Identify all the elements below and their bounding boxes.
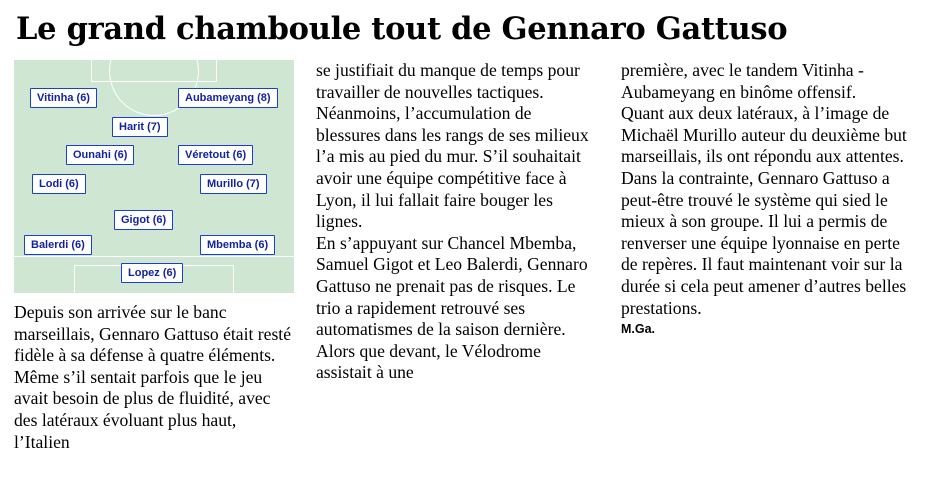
player-chip: Balerdi (6) (24, 235, 92, 255)
player-chip: Murillo (7) (200, 174, 267, 194)
column-right (621, 60, 918, 338)
article-body-column-1: Depuis son arrivée sur le banc marseillais, Gennaro Gattuso était resté fidèle à sa défense à quatre éléments. Même s’il sentait parfois que le jeu avait besoin de plus de fluidité, avec des latéraux évoluant plus haut, l’Italien (14, 302, 292, 452)
halfway-line-shape (14, 256, 294, 257)
article-body-column-3: première, avec le tandem Vitinha - Aubameyang en binôme offensif. Quant aux deux latéraux, à l’image de Michaël Murillo auteur du deuxième but marseillais, ils ont répondu aux attentes. Dans la contrainte, Gennaro Gattuso a peut-être trouvé le système qui sied le mieux à son groupe. Il lui a permis de renverser une équipe lyonnaise en perte de repères. Il faut maintenant voir sur la durée si cela peut amener d’autres belles prestations. (621, 60, 907, 318)
player-chip: Vitinha (6) (30, 88, 97, 108)
player-chip: Véretout (6) (178, 145, 253, 165)
player-chip: Aubameyang (8) (178, 88, 278, 108)
page-title: Le grand chamboule tout de Gennaro Gattuso (16, 11, 788, 47)
player-chip: Harit (7) (112, 117, 168, 137)
article-body-column-2: se justifiait du manque de temps pour travailler de nouvelles tactiques. Néanmoins, l’accumulation de blessures dans les rangs de ses milieux l’a mis au pied du mur. S’il souhaitait avoir une équipe compétitive face à Lyon, il lui fallait faire bouger les lignes. En s’appuyant sur Chancel Mbemba, Samuel Gigot et Leo Balerdi, Gennaro Gattuso ne prenait pas de risques. Le trio a rapidement retrouvé ses automatismes de la saison dernière. Alors que devant, le Vélodrome assistait à une (316, 60, 589, 383)
player-chip: Lopez (6) (121, 263, 183, 283)
formation-graphic (14, 60, 294, 293)
column-middle (316, 60, 621, 384)
player-chip: Gigot (6) (114, 210, 173, 230)
article-columns (14, 60, 924, 453)
player-chip: Mbemba (6) (200, 235, 275, 255)
article-signature: M.Ga. (621, 322, 656, 337)
player-chip: Ounahi (6) (66, 145, 134, 165)
player-chip: Lodi (6) (32, 174, 86, 194)
column-left (14, 60, 316, 453)
